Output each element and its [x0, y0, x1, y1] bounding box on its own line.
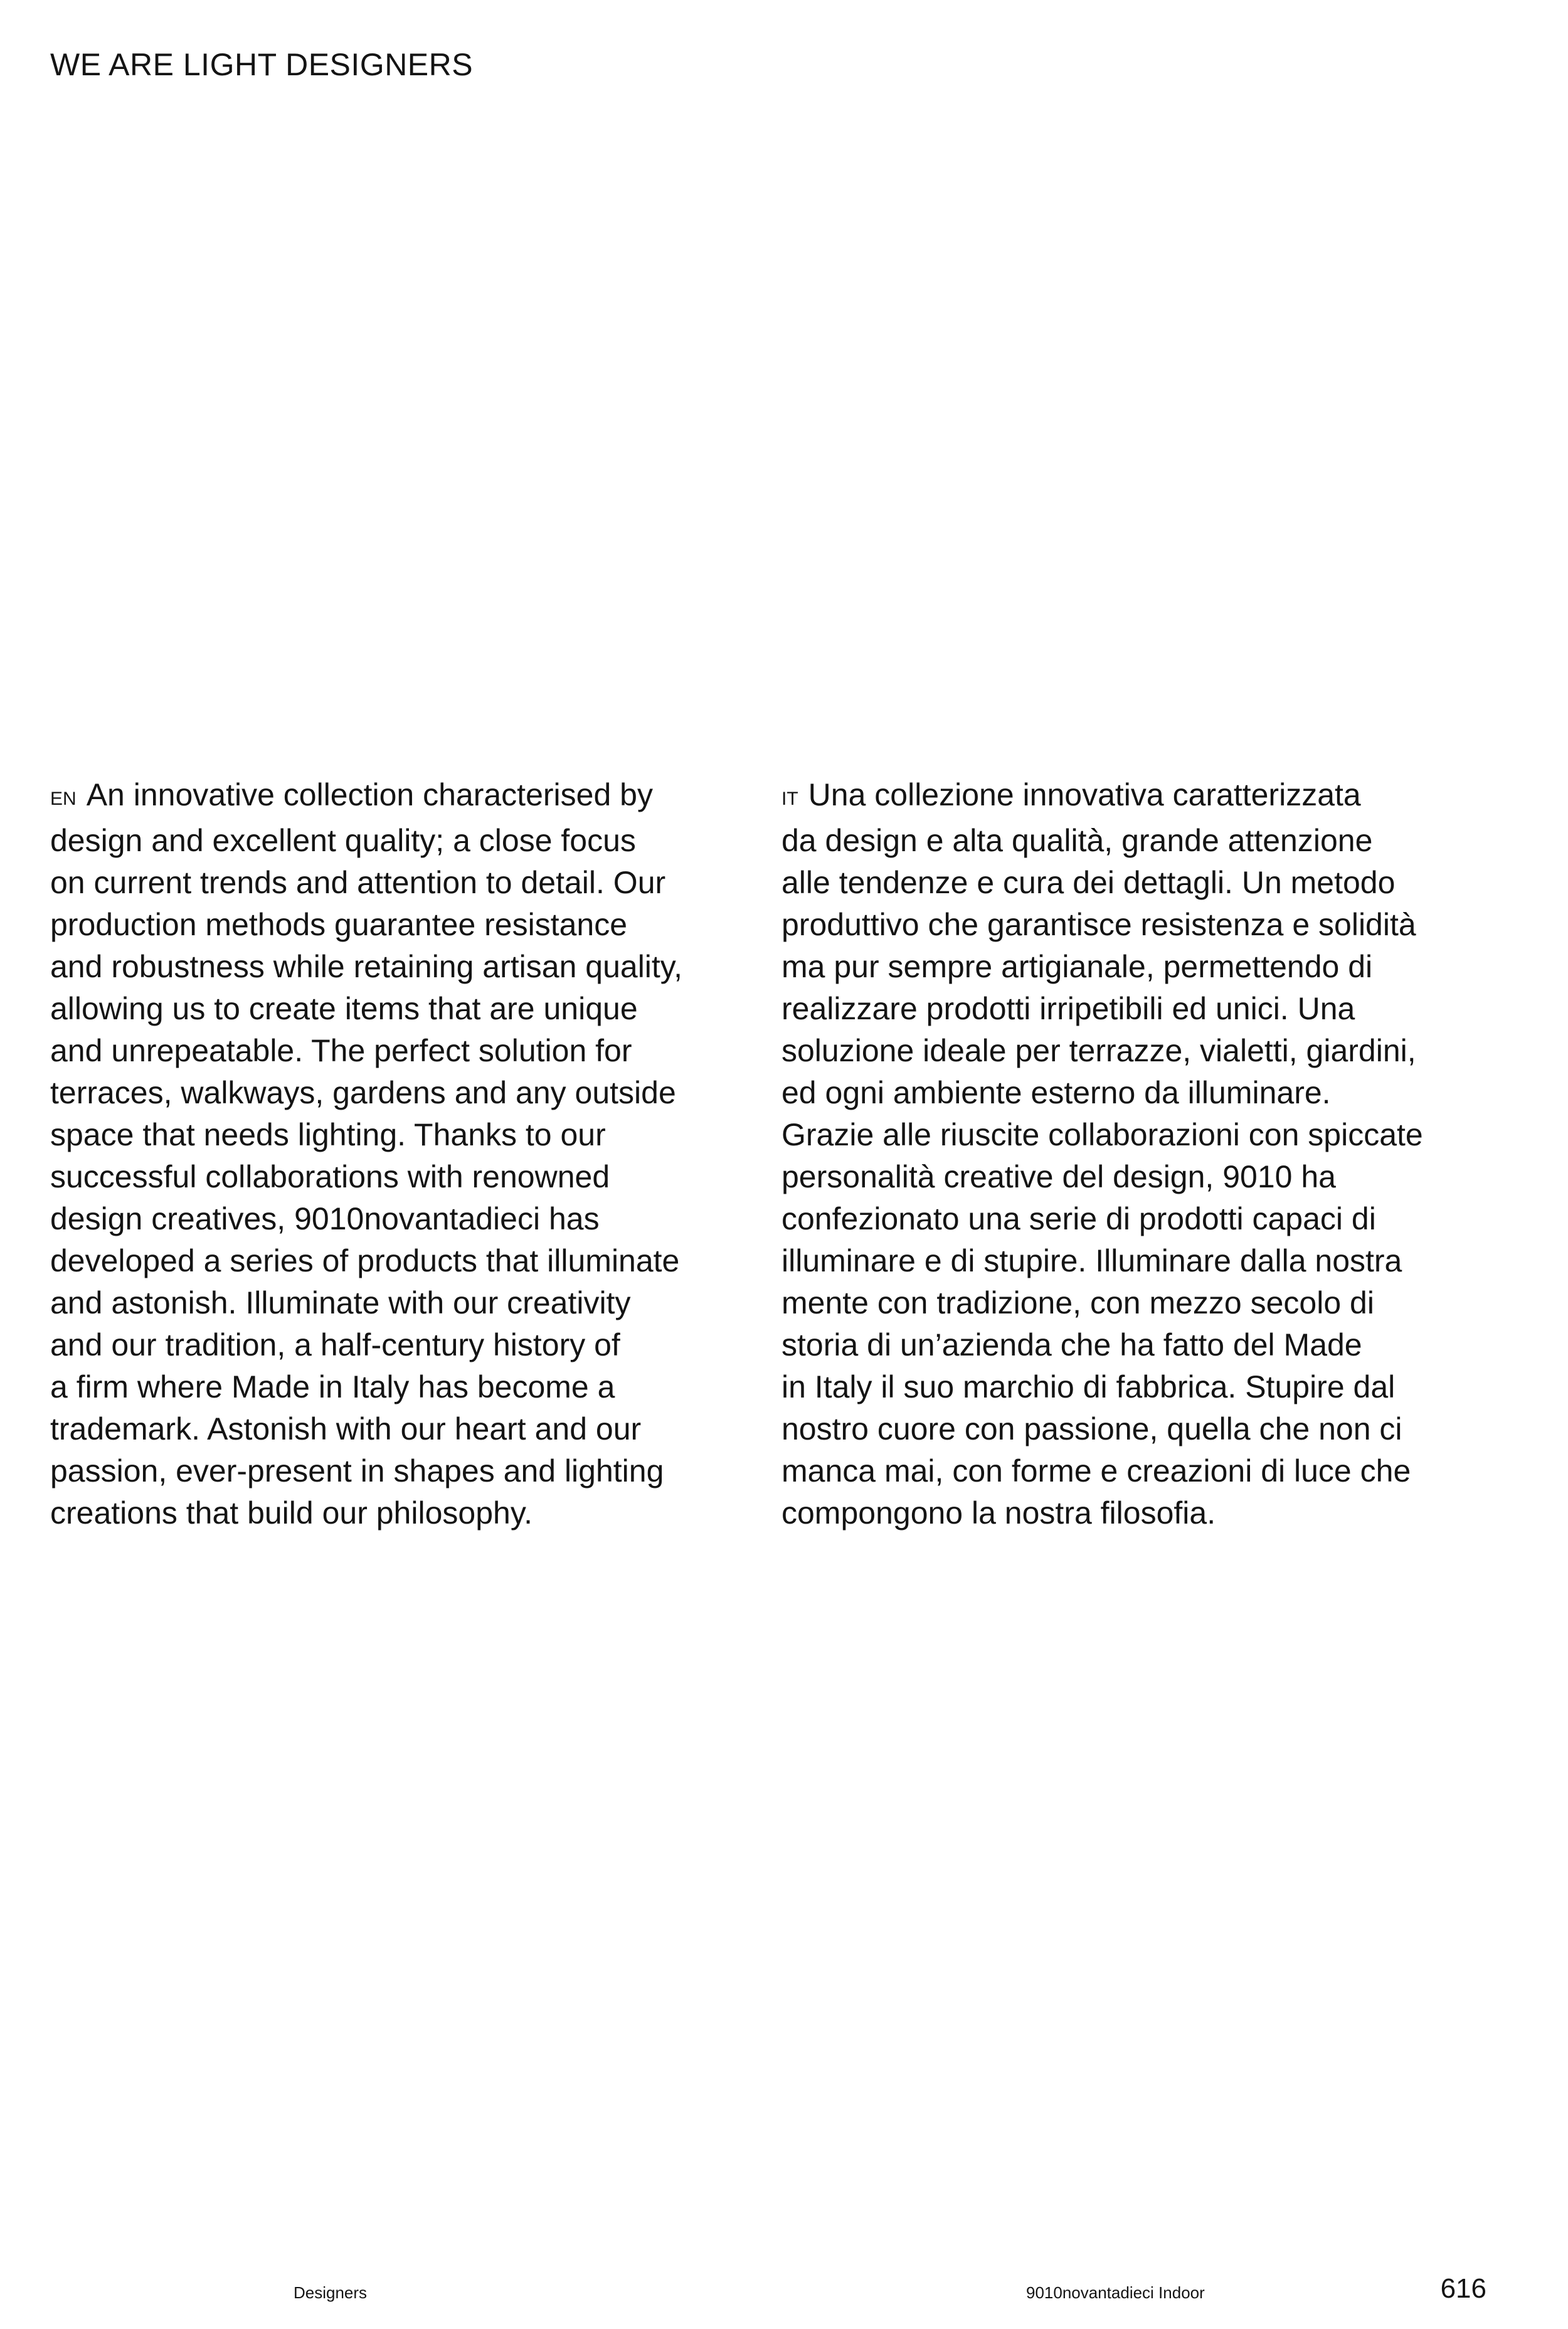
text-line: nostro cuore con passione, quella che non ci — [781, 1411, 1402, 1446]
text-line: design and excellent quality; a close focus — [50, 823, 636, 858]
text-line: Grazie alle riuscite collaborazioni con spiccate — [781, 1117, 1423, 1152]
text-line: on current trends and attention to detail. Our — [50, 865, 666, 900]
text-line: compongono la nostra filosofia. — [781, 1495, 1216, 1531]
language-tag-en: EN — [50, 788, 77, 809]
text-line: and robustness while retaining artisan quality, — [50, 949, 682, 984]
page-title: WE ARE LIGHT DESIGNERS — [50, 47, 474, 82]
text-line: production methods guarantee resistance — [50, 907, 628, 942]
text-line: EN An innovative collection characterised by — [50, 777, 653, 812]
text-line: soluzione ideale per terrazze, vialetti, giardini, — [781, 1033, 1416, 1068]
language-tag-it: IT — [781, 788, 798, 809]
text-line: allowing us to create items that are unique — [50, 991, 638, 1026]
text-line: alle tendenze e cura dei dettagli. Un metodo — [781, 865, 1396, 900]
text-line: a firm where Made in Italy has become a — [50, 1369, 615, 1404]
english-text-column — [50, 774, 746, 1534]
italian-text-column — [781, 774, 1478, 1534]
text-line: and astonish. Illuminate with our creativity — [50, 1285, 631, 1320]
footer-section-label: Designers — [294, 2283, 368, 2302]
text-line: manca mai, con forme e creazioni di luce che — [781, 1453, 1411, 1488]
text-line: passion, ever-present in shapes and lighting — [50, 1453, 664, 1488]
text-line: IT Una collezione innovativa caratterizzata — [781, 777, 1361, 812]
text-line: ed ogni ambiente esterno da illuminare. — [781, 1075, 1331, 1110]
footer-brand-label: 9010novantadieci Indoor — [1026, 2283, 1205, 2302]
text-line: developed a series of products that illuminate — [50, 1243, 680, 1278]
text-line: in Italy il suo marchio di fabbrica. Stupire dal — [781, 1369, 1396, 1404]
text-line: confezionato una serie di prodotti capaci di — [781, 1201, 1376, 1236]
text-line: and unrepeatable. The perfect solution for — [50, 1033, 632, 1068]
text-line: personalità creative del design, 9010 ha — [781, 1159, 1336, 1194]
text-line: creations that build our philosophy. — [50, 1495, 532, 1531]
text-line: mente con tradizione, con mezzo secolo di — [781, 1285, 1374, 1320]
text-line: produttivo che garantisce resistenza e solidità — [781, 907, 1416, 942]
text-line: space that needs lighting. Thanks to our — [50, 1117, 606, 1152]
text-line: terraces, walkways, gardens and any outside — [50, 1075, 676, 1110]
text-line: and our tradition, a half-century history of — [50, 1327, 620, 1362]
text-line: successful collaborations with renowned — [50, 1159, 610, 1194]
text-line: storia di un’azienda che ha fatto del Made — [781, 1327, 1362, 1362]
text-line: trademark. Astonish with our heart and our — [50, 1411, 642, 1446]
text-line: ma pur sempre artigianale, permettendo di — [781, 949, 1373, 984]
text-line: illuminare e di stupire. Illuminare dalla nostra — [781, 1243, 1402, 1278]
page-number: 616 — [1440, 2273, 1486, 2304]
text-line: design creatives, 9010novantadieci has — [50, 1201, 600, 1236]
text-line: realizzare prodotti irripetibili ed unici. Una — [781, 991, 1355, 1026]
text-line: da design e alta qualità, grande attenzione — [781, 823, 1373, 858]
